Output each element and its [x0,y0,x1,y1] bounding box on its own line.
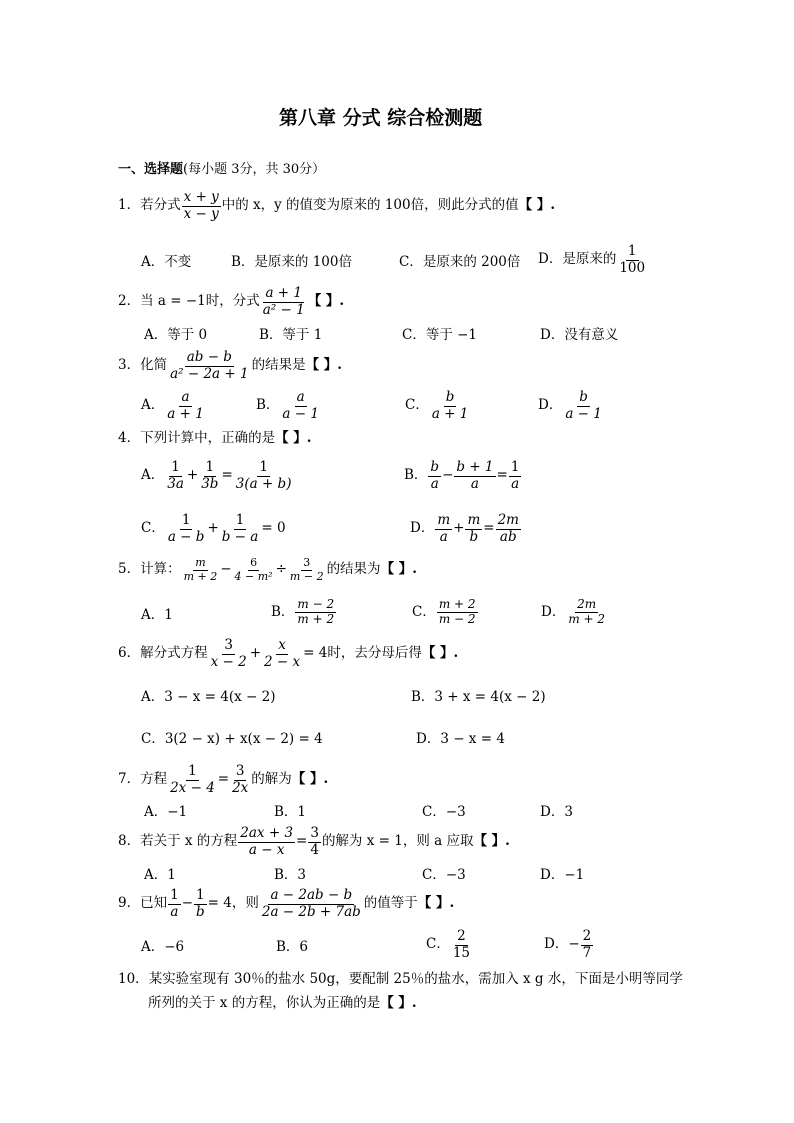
q9-option-b: B．6 [276,939,309,955]
section-note: (每小题 3分，共 30分） [183,162,326,177]
section-heading [118,163,325,176]
q6-option-b: B．3 + x = 4(x − 2) [411,689,546,705]
q7-option-c: C．−3 [422,804,466,820]
q1-text-post: 中的 x，y 的值变为原来的 100倍，则此分式的值 [221,197,519,214]
question-10: 10．某实验室现有 30％的盐水 50g，要配制 25％的盐水，需加入 x g 水，下面是小明等同学 [118,971,683,987]
q3-option-d: D． $\frac{b}{a - 1}$ [538,389,602,422]
question-7: 7． 方程 $\frac{1}{2x - 4}$ = $\frac{3}{2x}$ 的解为 【 】. [118,763,329,796]
answer-bracket: 【 】. [518,197,556,214]
q8-option-a: A．1 [144,867,176,883]
q1-option-a: A．不变 [141,254,192,270]
q8-option-b: B．3 [274,867,307,883]
q4-option-b: B． $\frac{b}{a}$ − $\frac{b + 1}{a}$ = $\frac{1}{a}$ [404,459,520,492]
q1-option-c: C．是原来的 200倍 [399,254,521,270]
q1-option-d: D．是原来的 $\frac{1}{100}$ [538,243,646,276]
q9-option-d: D．− $\frac{2}{7}$ [544,928,592,961]
q9-option-c: C． $\frac{2}{15}$ [426,928,471,961]
q5-option-b: B． $\frac{m - 2}{m + 2}$ [271,597,335,626]
q5-option-c: C． $\frac{m + 2}{m - 2}$ [412,597,476,626]
question-10-cont: 所列的关于 x 的方程，你认为正确的是【 】. [148,995,417,1011]
q2-option-c: C．等于 −1 [402,327,478,343]
q7-option-b: B．1 [274,804,307,820]
question-8: 8． 若关于 x 的方程 $\frac{2ax + 3}{a - x}$ = $\frac{3}{4}$ 的解为 x = 1，则 a 应取 【 】. [118,825,510,858]
q9-option-a: A．−6 [141,939,185,955]
page-title: 第八章 分式 综合检测题 [279,107,483,129]
question-9: 9． 已知 $\frac{1}{a}$ − $\frac{1}{b}$ = 4，则 $\frac{a - 2ab - b}{2a - 2b + 7ab}$ 的值等于 【 】. [118,887,455,920]
q6-option-d: D．3 − x = 4 [416,731,505,747]
question-1 [118,190,555,222]
q10-line-1: 某实验室现有 30％的盐水 50g，要配制 25％的盐水，需加入 x g 水，下面是小明等同学 [148,971,683,987]
q2-option-d: D．没有意义 [540,327,619,343]
q1-option-b: B．是原来的 100倍 [231,254,352,270]
q3-option-a: A． $\frac{a}{a + 1}$ [141,389,204,422]
question-6: 6． 解分式方程 $\frac{3}{x - 2}$ + $\frac{x}{2 - x}$ = 4时，去分母后得 【 】. [118,637,459,670]
q5-option-a: A．1 [141,607,173,623]
question-2: 2． 当 a = −1时，分式 $\frac{a + 1}{\text{a² − 1}}$ 【 】. [118,285,345,318]
question-3: 3． 化简 $\frac{ab - b}{\text{a² − 2a + 1}}$ 的结果是 【 】. [118,349,342,382]
q4-option-d: D． $\frac{m}{a}$ + $\frac{m}{b}$ = $\frac{2m}{ab}$ [410,512,519,545]
q1-fraction: $\frac{x + y}{x - y}$ [183,189,219,222]
q2-option-a: A．等于 0 [144,327,208,343]
question-5: 5． 计算： $\frac{m}{m + 2}$ − $\frac{6}{\text{4 − m²}}$ ÷ $\frac{3}{m - 2}$ 的结果为 【 】. [118,556,417,583]
q7-option-a: A．−1 [144,804,188,820]
q3-option-b: B． $\frac{a}{a - 1}$ [256,389,319,422]
q4-option-a: A． $\frac{1}{3a}$ + $\frac{1}{3b}$ = $\frac{1}{3(a + b)}$ [141,459,292,492]
q10-line-2: 所列的关于 x 的方程，你认为正确的是 [148,995,381,1011]
q1-text: 若分式 [140,197,181,214]
q8-option-c: C．−3 [422,867,466,883]
q6-option-c: C．3(2 − x) + x(x − 2) = 4 [141,731,323,747]
q8-option-d: D．−1 [540,867,585,883]
q3-option-c: C． $\frac{b}{a + 1}$ [405,389,469,422]
q4-option-c: C． $\frac{1}{a - b}$ + $\frac{1}{b - a}$ = 0 [141,512,286,545]
section-label: 一、选择题 [118,162,184,177]
q7-option-d: D．3 [540,804,573,820]
question-4: 4． 下列计算中，正确的是 【 】. [118,430,312,446]
q6-option-a: A．3 − x = 4(x − 2) [141,689,276,705]
q2-fraction: $\frac{a + 1}{\text{a² − 1}}$ [262,285,305,318]
q1-number: 1． [118,197,141,214]
q2-option-b: B．等于 1 [259,327,323,343]
q5-option-d: D． $\frac{2m}{m + 2}$ [541,597,606,626]
q3-fraction: $\frac{ab - b}{\text{a² − 2a + 1}}$ [170,349,249,382]
